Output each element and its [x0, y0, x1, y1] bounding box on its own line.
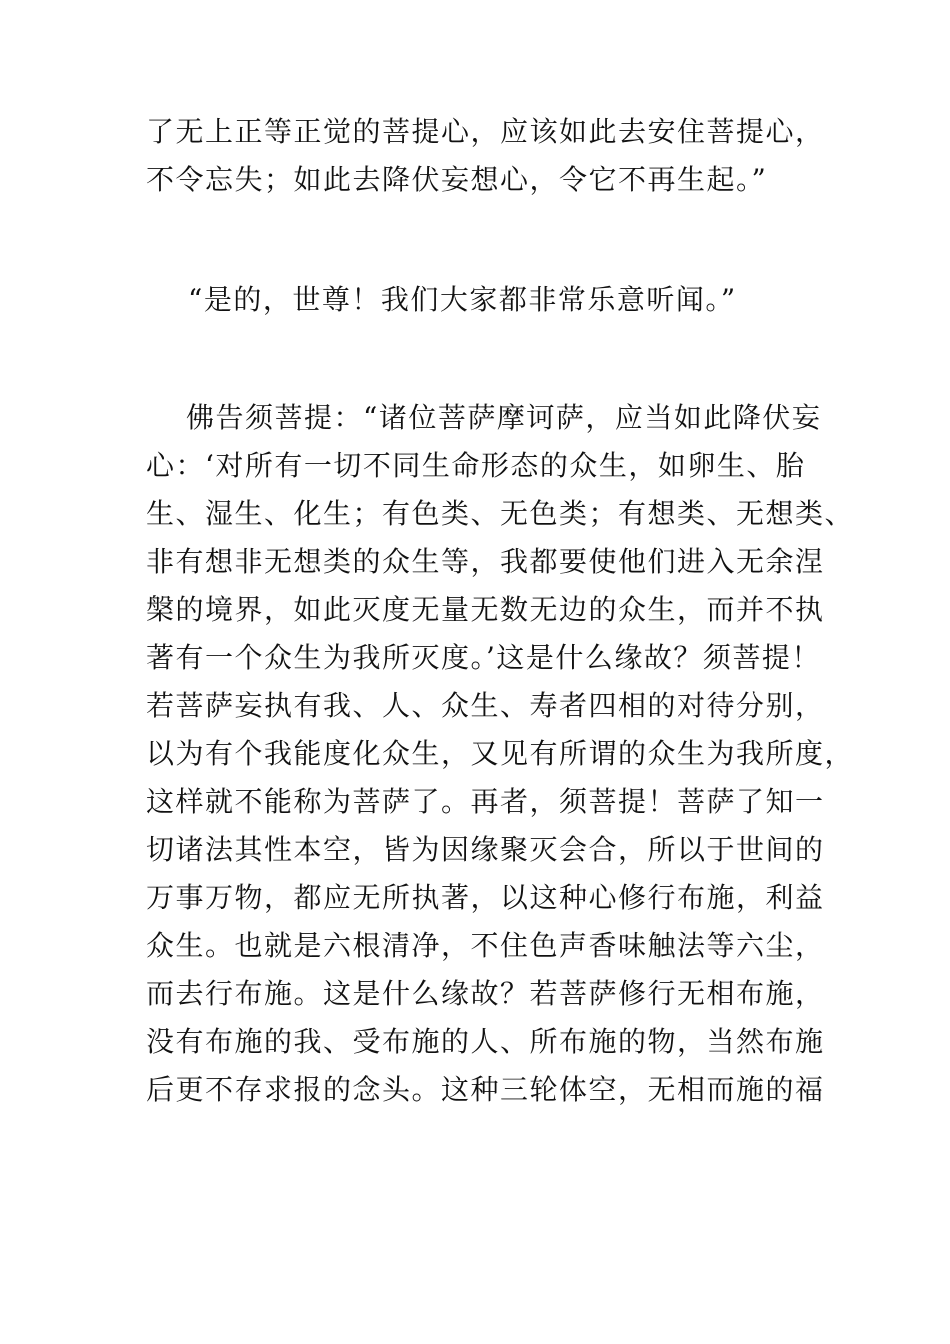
paragraph-1-line-2: 不令忘失；如此去降伏妄想心，令它不再生起。”	[146, 163, 768, 196]
paragraph-2-line-1: “是的，世尊！我们大家都非常乐意听闻。”	[188, 283, 737, 316]
paragraph-1-line-1: 了无上正等正觉的菩提心，应该如此去安住菩提心，	[146, 115, 825, 148]
paragraph-3-line-9: 这样就不能称为菩萨了。再者，须菩提！菩萨了知一	[146, 785, 825, 818]
paragraph-3-line-14: 没有布施的我、受布施的人、所布施的物，当然布施	[146, 1025, 825, 1058]
paragraph-3-line-1: 佛告须菩提：“诸位菩萨摩诃萨，应当如此降伏妄	[186, 401, 822, 434]
paragraph-3-line-12: 众生。也就是六根清净，不住色声香味触法等六尘，	[146, 929, 825, 962]
paragraph-3-line-4: 非有想非无想类的众生等，我都要使他们进入无余涅	[146, 545, 825, 578]
paragraph-3-line-3: 生、湿生、化生；有色类、无色类；有想类、无想类、	[146, 497, 855, 530]
paragraph-3-line-10: 切诸法其性本空，皆为因缘聚灭会合，所以于世间的	[146, 833, 825, 866]
paragraph-3-line-11: 万事万物，都应无所执著，以这种心修行布施，利益	[146, 881, 825, 914]
paragraph-3-line-7: 若菩萨妄执有我、人、众生、寿者四相的对待分别，	[146, 689, 825, 722]
paragraph-3-line-15: 后更不存求报的念头。这种三轮体空，无相而施的福	[146, 1073, 825, 1106]
paragraph-3-line-5: 槃的境界，如此灭度无量无数无边的众生，而并不执	[146, 593, 825, 626]
paragraph-3-line-13: 而去行布施。这是什么缘故？若菩萨修行无相布施，	[146, 977, 825, 1010]
paragraph-3-line-2: 心：‘对所有一切不同生命形态的众生，如卵生、胎	[146, 449, 806, 482]
paragraph-3-line-6: 著有一个众生为我所灭度。’这是什么缘故？须菩提！	[146, 641, 821, 674]
paragraph-3-line-8: 以为有个我能度化众生，又见有所谓的众生为我所度，	[146, 737, 855, 770]
